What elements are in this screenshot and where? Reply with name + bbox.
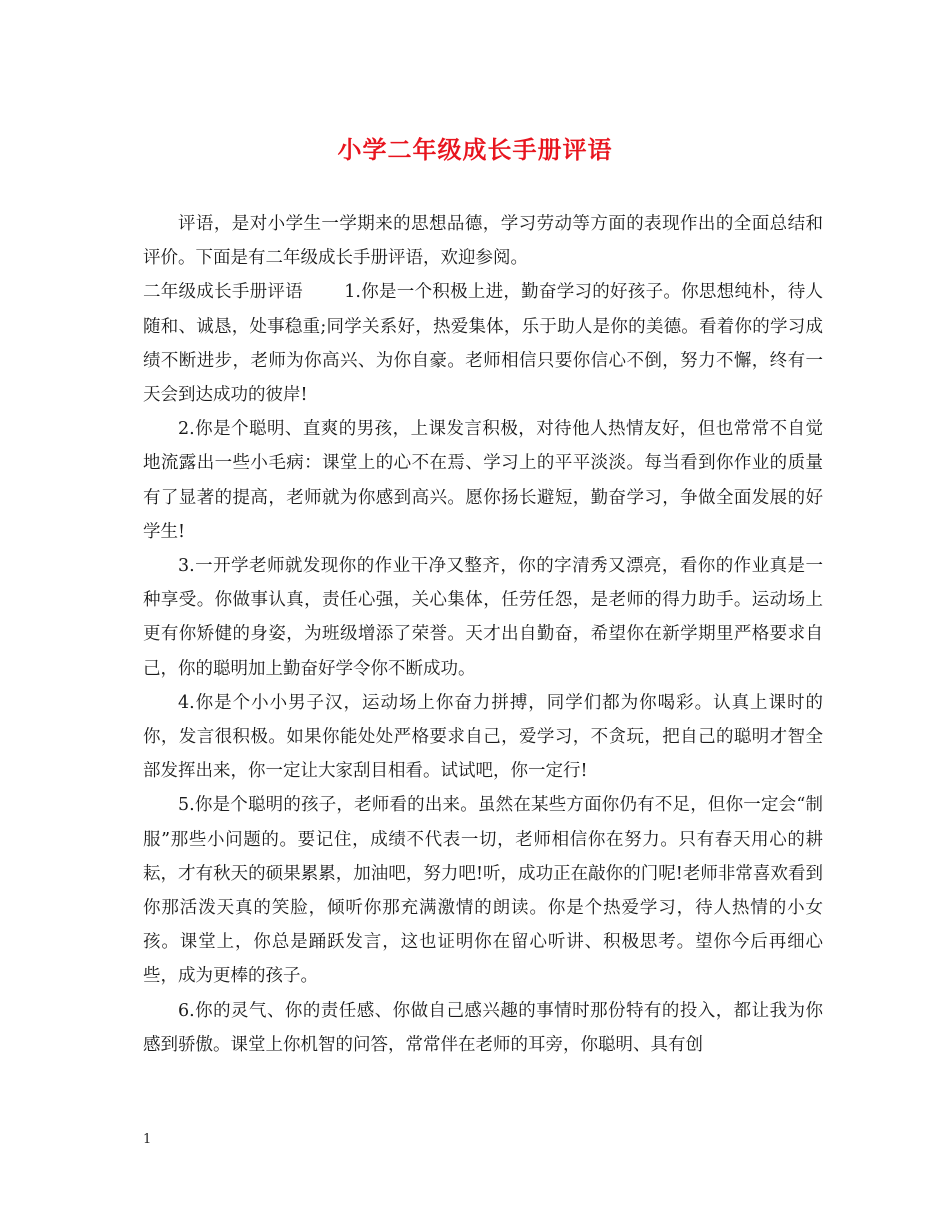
page-number: 1 bbox=[143, 1132, 152, 1147]
document-body bbox=[143, 207, 823, 1062]
paragraph-comment-1: 二年级成长手册评语 1.你是一个积极上进，勤奋学习的好孩子。你思想纯朴，待人随和、诚恳，处事稳重;同学关系好，热爱集体，乐于助人是你的美德。看着你的学习成绩不断进步，老师为你高兴、为你自豪。老师相信只要你信心不倒，努力不懈，终有一天会到达成功的彼岸! bbox=[143, 282, 823, 406]
paragraph-comment-4: 4.你是个小小男子汉，运动场上你奋力拼搏，同学们都为你喝彩。认真上课时的你，发言很积极。如果你能处处严格要求自己，爱学习，不贪玩，把自己的聪明才智全部发挥出来，你一定让大家刮目相看。试试吧，你一定行! bbox=[143, 692, 823, 782]
paragraph-comment-6: 6.你的灵气、你的责任感、你做自己感兴趣的事情时那份特有的投入，都让我为你感到骄傲。课堂上你机智的问答，常常伴在老师的耳旁，你聪明、具有创 bbox=[143, 1000, 823, 1055]
paragraph-comment-2: 2.你是个聪明、直爽的男孩，上课发言积极，对待他人热情友好，但也常常不自觉地流露出一些小毛病：课堂上的心不在焉、学习上的平平淡淡。每当看到你作业的质量有了显著的提高，老师就为你感到高兴。愿你扬长避短，勤奋学习，争做全面发展的好学生! bbox=[143, 419, 823, 542]
document-title: 小学二年级成长手册评语 bbox=[337, 136, 613, 164]
paragraph-comment-5: 5.你是个聪明的孩子，老师看的出来。虽然在某些方面你仍有不足，但你一定会“制服”那些小问题的。要记住，成绩不代表一切，老师相信你在努力。只有春天用心的耕耘，才有秋天的硕果累累，加油吧，努力吧!听，成功正在敲你的门呢!老师非常喜欢看到你那活泼天真的笑脸，倾听你那充满激情的朗读。你是个热爱学习，待人热情的小女孩。课堂上，你总是踊跃发言，这也证明你在留心听讲、积极思考。望你今后再细心些，成为更棒的孩子。 bbox=[143, 795, 823, 987]
paragraph-comment-3: 3.一开学老师就发现你的作业干净又整齐，你的字清秀又漂亮，看你的作业真是一种享受。你做事认真，责任心强，关心集体，任劳任怨，是老师的得力助手。运动场上更有你矫健的身姿，为班级增添了荣誉。天才出自勤奋，希望你在新学期里严格要求自己，你的聪明加上勤奋好学令你不断成功。 bbox=[143, 556, 823, 679]
paragraph-intro: 评语，是对小学生一学期来的思想品德，学习劳动等方面的表现作出的全面总结和评价。下面是有二年级成长手册评语，欢迎参阅。 bbox=[143, 214, 823, 269]
